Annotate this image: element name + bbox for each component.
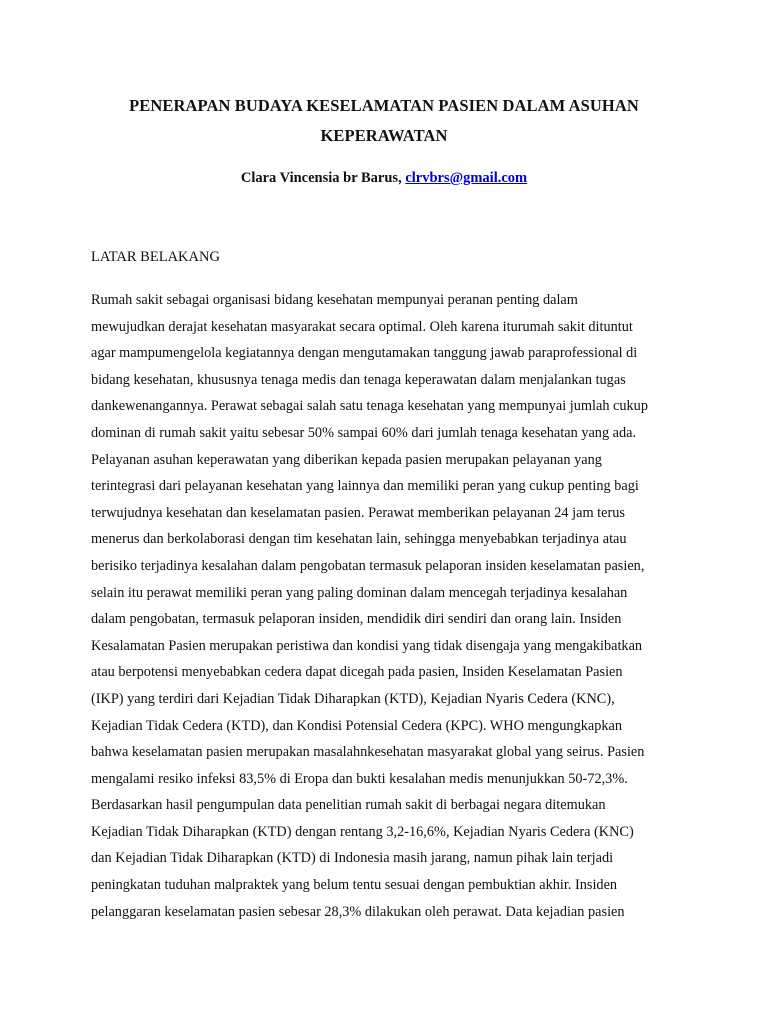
body-line: dankewenangannya. Perawat sebagai salah satu tenaga kesehatan yang mempunyai jumlah cukup	[91, 398, 648, 415]
body-line: Kejadian Tidak Diharapkan (KTD) dengan rentang 3,2-16,6%, Kejadian Nyaris Cedera (KNC)	[91, 823, 634, 840]
body-line: Pelayanan asuhan keperawatan yang diberikan kepada pasien merupakan pelayanan yang	[91, 451, 602, 468]
body-line: agar mampumengelola kegiatannya dengan mengutamakan tanggung jawab paraprofessional di	[91, 345, 638, 362]
paper-title	[80, 91, 688, 151]
body-line: atau berpotensi menyebabkan cedera dapat dicegah pada pasien, Insiden Keselamatan Pasien	[91, 664, 623, 681]
body-line: pelanggaran keselamatan pasien sebesar 28,3% dilakukan oleh perawat. Data kejadian pasien	[91, 903, 625, 920]
body-line: selain itu perawat memiliki peran yang paling dominan dalam mencegah terjadinya kesalahan	[91, 584, 628, 601]
body-line: Rumah sakit sebagai organisasi bidang kesehatan mempunyai peranan penting dalam	[91, 292, 578, 308]
body-line: mewujudkan derajat kesehatan masyarakat secara optimal. Oleh karena iturumah sakit dituntut	[91, 318, 633, 335]
body-line: peningkatan tuduhan malpraktek yang belum tentu sesuai dengan pembuktian akhir. Insiden	[91, 877, 618, 894]
body-line: Berdasarkan hasil pengumpulan data penelitian rumah sakit di berbagai negara ditemukan	[91, 797, 606, 814]
body-paragraph	[91, 287, 691, 925]
body-line: mengalami resiko infeksi 83,5% di Eropa dan bukti kesalahan medis menunjukkan 50-72,3%.	[91, 770, 628, 787]
author-line	[80, 167, 688, 189]
body-line: dalam pengobatan, termasuk pelaporan insiden, mendidik diri sendiri dan orang lain. Insiden	[91, 611, 622, 628]
author-name: Clara Vincensia br Barus,	[240, 170, 402, 186]
title-line-2: KEPERAWATAN	[320, 126, 448, 145]
body-line: terintegrasi dari pelayanan kesehatan yang lainnya dan memiliki peran yang cukup penting bagi	[91, 478, 639, 495]
section-heading: LATAR BELAKANG	[91, 249, 220, 265]
body-line: bidang kesehatan, khususnya tenaga medis dan tenaga keperawatan dalam menjalankan tugas	[91, 371, 626, 388]
body-line: Kesalamatan Pasien merupakan peristiwa dan kondisi yang tidak disengaja yang mengakibatkan	[91, 637, 643, 654]
author-email-link[interactable]: clrvbrs@gmail.com	[405, 170, 528, 186]
body-line: terwujudnya kesehatan dan keselamatan pasien. Perawat memberikan pelayanan 24 jam terus	[91, 504, 625, 521]
body-line: bahwa keselamatan pasien merupakan masalahnkesehatan masyarakat global yang seirus. Pasien	[91, 744, 645, 761]
body-line: berisiko terjadinya kesalahan dalam pengobatan termasuk pelaporan insiden keselamatan pasien,	[91, 557, 645, 574]
body-line: dominan di rumah sakit yaitu sebesar 50% sampai 60% dari jumlah tenaga kesehatan yang ada.	[91, 424, 637, 441]
body-line: menerus dan berkolaborasi dengan tim kesehatan lain, sehingga menyebabkan terjadinya atau	[91, 531, 627, 548]
body-line: dan Kejadian Tidak Diharapkan (KTD) di Indonesia masih jarang, namun pihak lain terjadi	[91, 850, 614, 867]
title-line-1: PENERAPAN BUDAYA KESELAMATAN PASIEN DALAM ASUHAN	[129, 96, 639, 115]
body-line: (IKP) yang terdiri dari Kejadian Tidak Diharapkan (KTD), Kejadian Nyaris Cedera (KNC),	[91, 690, 615, 707]
body-line: Kejadian Tidak Cedera (KTD), dan Kondisi Potensial Cedera (KPC). WHO mengungkapkan	[91, 717, 623, 734]
